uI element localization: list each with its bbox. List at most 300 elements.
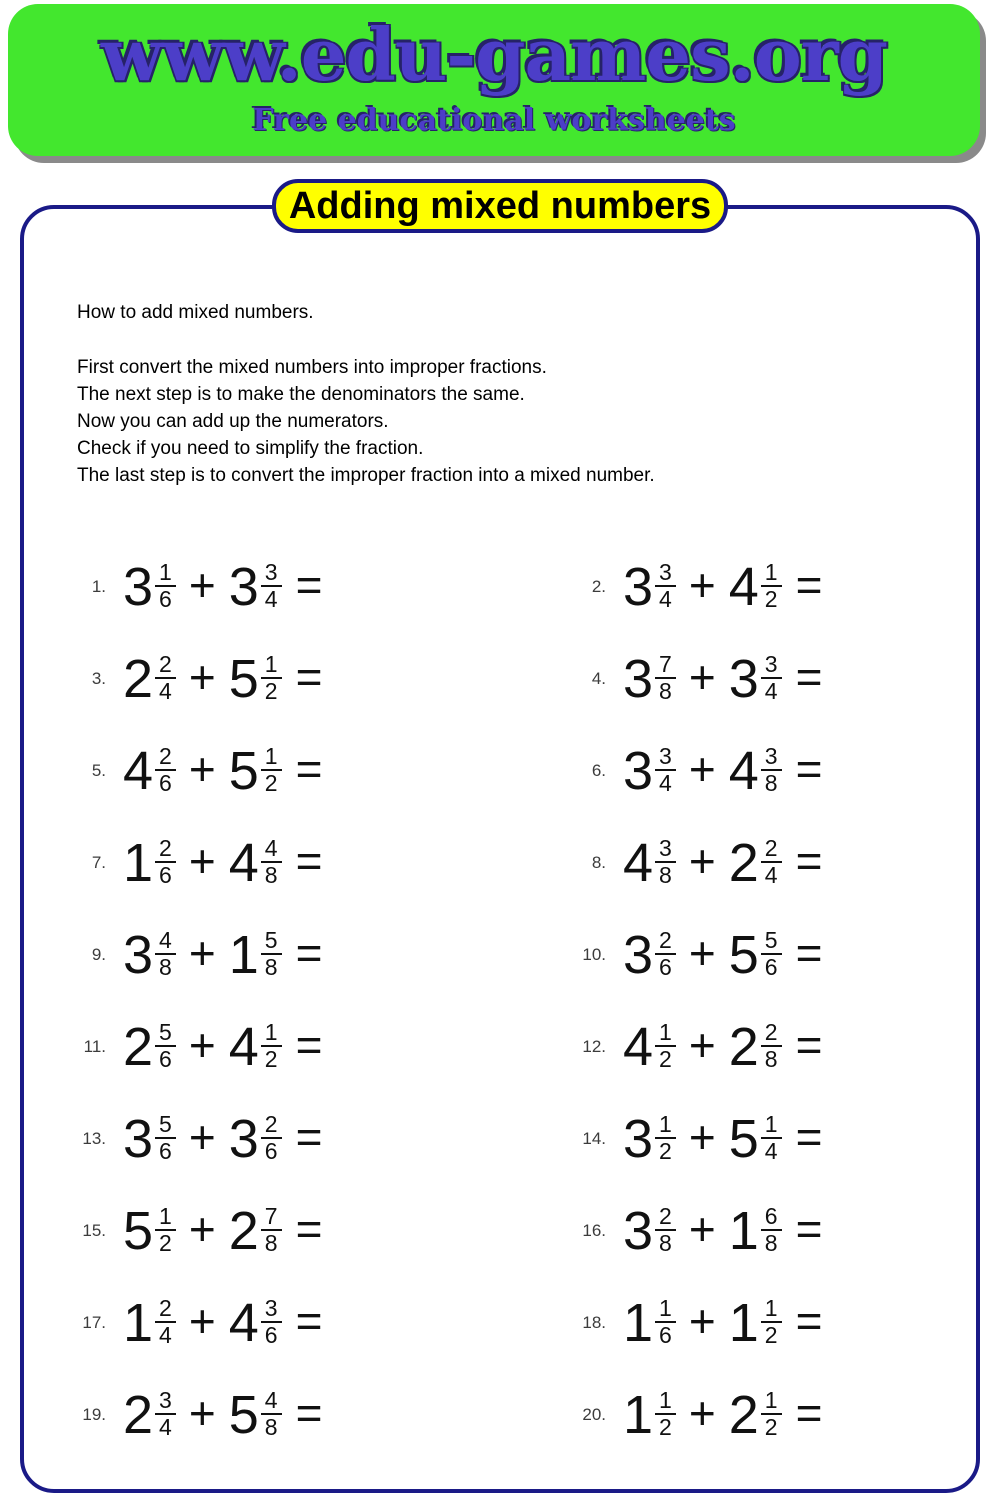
whole-number: 1 xyxy=(123,1293,153,1353)
mixed-number-a xyxy=(623,833,676,893)
whole-number: 3 xyxy=(623,649,653,709)
problem-item xyxy=(60,633,560,725)
whole-number: 5 xyxy=(228,649,258,709)
problem-number: 3. xyxy=(91,669,106,688)
problem-item xyxy=(560,633,980,725)
mixed-number-b xyxy=(228,1385,282,1445)
problem-expression xyxy=(123,1201,323,1261)
problem-expression xyxy=(623,557,823,617)
fraction-numerator: 1 xyxy=(761,1389,782,1415)
fraction-numerator: 4 xyxy=(155,929,176,955)
fraction-denominator: 6 xyxy=(159,1138,172,1164)
plus-sign: + xyxy=(688,927,716,979)
fraction-denominator: 2 xyxy=(659,1138,672,1164)
problem-number: 14. xyxy=(582,1129,606,1148)
fraction xyxy=(761,1205,782,1255)
whole-number: 4 xyxy=(123,741,153,801)
fraction-numerator: 5 xyxy=(155,1113,176,1139)
problem-expression xyxy=(623,1201,823,1261)
fraction xyxy=(261,1021,282,1071)
whole-number: 4 xyxy=(228,1017,258,1077)
fraction-denominator: 4 xyxy=(659,586,672,612)
fraction-denominator: 2 xyxy=(159,1230,172,1256)
fraction xyxy=(261,653,282,703)
fraction xyxy=(761,1297,782,1347)
problem-number: 16. xyxy=(582,1221,606,1240)
instruction-step: The next step is to make the denominators the same. xyxy=(77,384,525,405)
equals-sign: = xyxy=(295,1295,323,1347)
worksheet-sheet xyxy=(20,185,980,1493)
fraction-denominator: 8 xyxy=(764,1046,778,1072)
whole-number: 3 xyxy=(228,557,258,617)
equals-sign: = xyxy=(795,1019,823,1071)
fraction-denominator: 2 xyxy=(264,678,278,704)
mixed-number-b xyxy=(728,1385,782,1445)
mixed-number-a xyxy=(623,1017,676,1077)
fraction xyxy=(761,561,782,611)
fraction xyxy=(655,1389,676,1439)
fraction xyxy=(155,653,176,703)
fraction xyxy=(761,929,782,979)
whole-number: 2 xyxy=(728,1017,758,1077)
fraction-denominator: 2 xyxy=(659,1046,672,1072)
fraction-denominator: 8 xyxy=(764,1230,778,1256)
problem-item xyxy=(60,817,560,909)
problem-number: 2. xyxy=(591,577,606,596)
plus-sign: + xyxy=(188,1019,216,1071)
whole-number: 4 xyxy=(728,741,758,801)
mixed-number-a xyxy=(123,833,176,893)
mixed-number-b xyxy=(228,833,282,893)
fraction-numerator: 7 xyxy=(261,1205,282,1231)
fraction xyxy=(261,745,282,795)
fraction xyxy=(155,1113,176,1163)
plus-sign: + xyxy=(188,651,216,703)
worksheet-title: Adding mixed numbers xyxy=(288,185,712,227)
fraction xyxy=(155,837,176,887)
whole-number: 5 xyxy=(728,1109,758,1169)
fraction-numerator: 2 xyxy=(155,745,176,771)
equals-sign: = xyxy=(295,835,323,887)
fraction-numerator: 1 xyxy=(761,561,782,587)
equals-sign: = xyxy=(795,835,823,887)
whole-number: 4 xyxy=(228,833,258,893)
fraction-numerator: 3 xyxy=(655,745,676,771)
fraction-numerator: 2 xyxy=(761,837,782,863)
fraction xyxy=(761,837,782,887)
problem-number: 10. xyxy=(582,945,606,964)
fraction-denominator: 6 xyxy=(659,1322,672,1348)
mixed-number-a xyxy=(623,1293,676,1353)
fraction-numerator: 1 xyxy=(655,1389,676,1415)
whole-number: 3 xyxy=(623,1201,653,1261)
fraction xyxy=(155,1389,176,1439)
equals-sign: = xyxy=(295,1203,323,1255)
fraction-numerator: 3 xyxy=(761,653,782,679)
plus-sign: + xyxy=(188,1387,216,1439)
fraction-numerator: 3 xyxy=(761,745,782,771)
problem-number: 7. xyxy=(91,853,106,872)
problem-number: 5. xyxy=(91,761,106,780)
fraction xyxy=(155,1021,176,1071)
fraction xyxy=(655,1021,676,1071)
mixed-number-a xyxy=(623,649,676,709)
whole-number: 1 xyxy=(623,1385,653,1445)
mixed-number-b xyxy=(228,925,282,985)
fraction-numerator: 1 xyxy=(655,1297,676,1323)
plus-sign: + xyxy=(188,559,216,611)
mixed-number-a xyxy=(123,1293,176,1353)
problem-expression xyxy=(123,557,323,617)
whole-number: 2 xyxy=(123,649,153,709)
problem-expression xyxy=(123,833,323,893)
fraction-numerator: 2 xyxy=(155,1297,176,1323)
mixed-number-a xyxy=(623,1109,676,1169)
problem-expression xyxy=(123,741,323,801)
fraction xyxy=(761,1113,782,1163)
fraction-denominator: 6 xyxy=(764,954,778,980)
fraction-numerator: 3 xyxy=(655,561,676,587)
equals-sign: = xyxy=(295,927,323,979)
fraction xyxy=(655,1297,676,1347)
plus-sign: + xyxy=(188,1295,216,1347)
problem-number: 17. xyxy=(82,1313,106,1332)
fraction-numerator: 1 xyxy=(761,1297,782,1323)
equals-sign: = xyxy=(295,1111,323,1163)
problem-item xyxy=(60,1001,560,1093)
plus-sign: + xyxy=(688,1019,716,1071)
problem-number: 1. xyxy=(91,577,106,596)
problem-expression xyxy=(623,1017,823,1077)
whole-number: 2 xyxy=(728,1385,758,1445)
problem-item xyxy=(60,725,560,817)
fraction-numerator: 3 xyxy=(155,1389,176,1415)
instruction-step: First convert the mixed numbers into improper fractions. xyxy=(77,357,547,378)
problem-expression xyxy=(123,649,323,709)
fraction-denominator: 2 xyxy=(764,1414,778,1440)
mixed-number-a xyxy=(123,1385,176,1445)
fraction-denominator: 6 xyxy=(264,1322,278,1348)
fraction-numerator: 6 xyxy=(761,1205,782,1231)
mixed-number-b xyxy=(728,833,782,893)
instructions-block xyxy=(77,299,655,489)
fraction-denominator: 2 xyxy=(764,586,778,612)
mixed-number-a xyxy=(623,741,676,801)
fraction-denominator: 2 xyxy=(264,770,278,796)
plus-sign: + xyxy=(688,835,716,887)
fraction-denominator: 8 xyxy=(659,1230,672,1256)
problem-expression xyxy=(623,649,823,709)
mixed-number-a xyxy=(123,925,176,985)
fraction-denominator: 8 xyxy=(659,862,672,888)
fraction-denominator: 8 xyxy=(764,770,778,796)
equals-sign: = xyxy=(295,1387,323,1439)
fraction xyxy=(761,745,782,795)
fraction xyxy=(261,1205,282,1255)
problems-grid xyxy=(60,541,980,1461)
fraction xyxy=(261,1297,282,1347)
fraction-numerator: 2 xyxy=(761,1021,782,1047)
problem-item xyxy=(560,909,980,1001)
fraction-numerator: 2 xyxy=(155,653,176,679)
mixed-number-b xyxy=(728,557,782,617)
equals-sign: = xyxy=(295,559,323,611)
fraction xyxy=(655,837,676,887)
problem-item xyxy=(560,541,980,633)
instruction-step: The last step is to convert the improper fraction into a mixed number. xyxy=(77,465,655,486)
fraction xyxy=(655,1205,676,1255)
fraction xyxy=(155,1205,176,1255)
whole-number: 3 xyxy=(623,1109,653,1169)
problem-expression xyxy=(623,1109,823,1169)
fraction-numerator: 2 xyxy=(655,929,676,955)
problem-item xyxy=(60,1185,560,1277)
whole-number: 3 xyxy=(623,741,653,801)
whole-number: 2 xyxy=(228,1201,258,1261)
problem-expression xyxy=(123,1109,323,1169)
fraction-numerator: 2 xyxy=(155,837,176,863)
instructions-intro: How to add mixed numbers. xyxy=(77,302,314,323)
fraction-denominator: 8 xyxy=(159,954,172,980)
fraction-numerator: 1 xyxy=(655,1021,676,1047)
fraction-denominator: 4 xyxy=(159,1322,172,1348)
whole-number: 2 xyxy=(123,1017,153,1077)
problem-number: 11. xyxy=(83,1037,106,1056)
fraction xyxy=(761,653,782,703)
plus-sign: + xyxy=(688,1111,716,1163)
mixed-number-b xyxy=(728,649,782,709)
fraction-numerator: 1 xyxy=(761,1113,782,1139)
whole-number: 5 xyxy=(228,741,258,801)
whole-number: 4 xyxy=(228,1293,258,1353)
problem-number: 15. xyxy=(82,1221,106,1240)
fraction xyxy=(261,561,282,611)
problem-expression xyxy=(623,1293,823,1353)
problem-number: 8. xyxy=(591,853,606,872)
fraction-numerator: 2 xyxy=(261,1113,282,1139)
fraction xyxy=(655,561,676,611)
fraction xyxy=(261,837,282,887)
fraction-denominator: 2 xyxy=(264,1046,278,1072)
mixed-number-b xyxy=(728,741,782,801)
problem-expression xyxy=(123,1385,323,1445)
mixed-number-b xyxy=(228,649,282,709)
mixed-number-b xyxy=(728,1293,782,1353)
plus-sign: + xyxy=(188,835,216,887)
problem-item xyxy=(60,1093,560,1185)
fraction xyxy=(655,1113,676,1163)
equals-sign: = xyxy=(795,1203,823,1255)
mixed-number-b xyxy=(228,1201,282,1261)
equals-sign: = xyxy=(295,1019,323,1071)
equals-sign: = xyxy=(795,1111,823,1163)
mixed-number-b xyxy=(228,1293,282,1353)
plus-sign: + xyxy=(688,1295,716,1347)
problem-item xyxy=(60,1369,560,1461)
problem-number: 18. xyxy=(582,1313,606,1332)
problem-number: 4. xyxy=(591,669,606,688)
site-title: www.edu-games.org xyxy=(100,12,888,97)
problem-item xyxy=(60,541,560,633)
fraction xyxy=(655,745,676,795)
problem-number: 9. xyxy=(91,945,106,964)
mixed-number-b xyxy=(228,1109,282,1169)
problem-number: 19. xyxy=(82,1405,106,1424)
mixed-number-a xyxy=(123,557,176,617)
problem-number: 12. xyxy=(582,1037,606,1056)
fraction xyxy=(261,929,282,979)
problem-item xyxy=(560,1277,980,1369)
fraction-numerator: 3 xyxy=(655,837,676,863)
fraction-denominator: 4 xyxy=(264,586,278,612)
whole-number: 5 xyxy=(228,1385,258,1445)
problem-expression xyxy=(123,925,323,985)
whole-number: 3 xyxy=(623,557,653,617)
equals-sign: = xyxy=(795,1295,823,1347)
problem-number: 13. xyxy=(82,1129,106,1148)
plus-sign: + xyxy=(188,1203,216,1255)
fraction xyxy=(155,745,176,795)
mixed-number-b xyxy=(228,741,282,801)
fraction-numerator: 5 xyxy=(155,1021,176,1047)
fraction-denominator: 8 xyxy=(264,862,278,888)
mixed-number-b xyxy=(728,1017,782,1077)
whole-number: 1 xyxy=(728,1201,758,1261)
instruction-step: Now you can add up the numerators. xyxy=(77,411,389,432)
equals-sign: = xyxy=(795,1387,823,1439)
fraction-numerator: 1 xyxy=(261,653,282,679)
fraction-denominator: 8 xyxy=(659,678,672,704)
fraction-numerator: 3 xyxy=(261,561,282,587)
fraction xyxy=(655,653,676,703)
fraction xyxy=(261,1113,282,1163)
fraction-numerator: 3 xyxy=(261,1297,282,1323)
fraction-numerator: 1 xyxy=(261,1021,282,1047)
fraction-denominator: 8 xyxy=(264,954,278,980)
mixed-number-b xyxy=(228,1017,282,1077)
mixed-number-a xyxy=(123,1017,176,1077)
fraction-denominator: 8 xyxy=(264,1230,278,1256)
mixed-number-a xyxy=(623,925,676,985)
mixed-number-a xyxy=(123,1109,176,1169)
mixed-number-a xyxy=(123,1201,176,1261)
whole-number: 3 xyxy=(623,925,653,985)
equals-sign: = xyxy=(795,559,823,611)
fraction-numerator: 4 xyxy=(261,837,282,863)
problem-expression xyxy=(623,741,823,801)
site-subtitle: Free educational worksheets xyxy=(252,103,736,138)
whole-number: 1 xyxy=(228,925,258,985)
equals-sign: = xyxy=(295,743,323,795)
mixed-number-b xyxy=(728,1201,782,1261)
fraction-numerator: 1 xyxy=(155,1205,176,1231)
whole-number: 1 xyxy=(728,1293,758,1353)
fraction-numerator: 1 xyxy=(155,561,176,587)
fraction xyxy=(761,1021,782,1071)
whole-number: 5 xyxy=(123,1201,153,1261)
fraction-denominator: 4 xyxy=(764,1138,778,1164)
problem-item xyxy=(560,1369,980,1461)
problem-number: 6. xyxy=(591,761,606,780)
whole-number: 3 xyxy=(123,1109,153,1169)
problem-expression xyxy=(123,1017,323,1077)
problem-item xyxy=(560,1093,980,1185)
whole-number: 3 xyxy=(228,1109,258,1169)
whole-number: 4 xyxy=(623,833,653,893)
whole-number: 2 xyxy=(728,833,758,893)
plus-sign: + xyxy=(688,1203,716,1255)
fraction-denominator: 2 xyxy=(764,1322,778,1348)
plus-sign: + xyxy=(688,559,716,611)
fraction xyxy=(655,929,676,979)
fraction-denominator: 4 xyxy=(764,678,778,704)
problem-item xyxy=(560,1185,980,1277)
fraction xyxy=(761,1389,782,1439)
fraction-numerator: 1 xyxy=(655,1113,676,1139)
problem-item xyxy=(60,1277,560,1369)
fraction-numerator: 7 xyxy=(655,653,676,679)
fraction-numerator: 4 xyxy=(261,1389,282,1415)
equals-sign: = xyxy=(795,651,823,703)
problem-expression xyxy=(623,925,823,985)
fraction-denominator: 6 xyxy=(159,770,172,796)
whole-number: 4 xyxy=(623,1017,653,1077)
equals-sign: = xyxy=(795,927,823,979)
whole-number: 4 xyxy=(728,557,758,617)
mixed-number-b xyxy=(228,557,282,617)
mixed-number-a xyxy=(623,557,676,617)
fraction-denominator: 4 xyxy=(764,862,778,888)
fraction-denominator: 4 xyxy=(159,1414,172,1440)
problem-number: 20. xyxy=(582,1405,606,1424)
plus-sign: + xyxy=(188,743,216,795)
fraction-denominator: 4 xyxy=(159,678,172,704)
problem-expression xyxy=(123,1293,323,1353)
plus-sign: + xyxy=(688,651,716,703)
mixed-number-a xyxy=(623,1201,676,1261)
whole-number: 3 xyxy=(123,925,153,985)
fraction-numerator: 5 xyxy=(761,929,782,955)
fraction xyxy=(155,561,176,611)
fraction-denominator: 6 xyxy=(159,862,172,888)
equals-sign: = xyxy=(795,743,823,795)
problem-item xyxy=(560,817,980,909)
fraction xyxy=(155,1297,176,1347)
whole-number: 1 xyxy=(123,833,153,893)
fraction-denominator: 8 xyxy=(264,1414,278,1440)
plus-sign: + xyxy=(688,1387,716,1439)
whole-number: 3 xyxy=(728,649,758,709)
mixed-number-a xyxy=(123,649,176,709)
fraction-denominator: 6 xyxy=(659,954,672,980)
worksheet-title-box xyxy=(272,179,728,233)
problem-item xyxy=(560,1001,980,1093)
plus-sign: + xyxy=(188,1111,216,1163)
mixed-number-b xyxy=(728,1109,782,1169)
plus-sign: + xyxy=(688,743,716,795)
fraction-numerator: 5 xyxy=(261,929,282,955)
problem-expression xyxy=(623,1385,823,1445)
mixed-number-a xyxy=(123,741,176,801)
equals-sign: = xyxy=(295,651,323,703)
problem-item xyxy=(60,909,560,1001)
fraction-denominator: 6 xyxy=(159,586,172,612)
whole-number: 2 xyxy=(123,1385,153,1445)
mixed-number-a xyxy=(623,1385,676,1445)
whole-number: 5 xyxy=(728,925,758,985)
whole-number: 3 xyxy=(123,557,153,617)
fraction-denominator: 6 xyxy=(159,1046,172,1072)
